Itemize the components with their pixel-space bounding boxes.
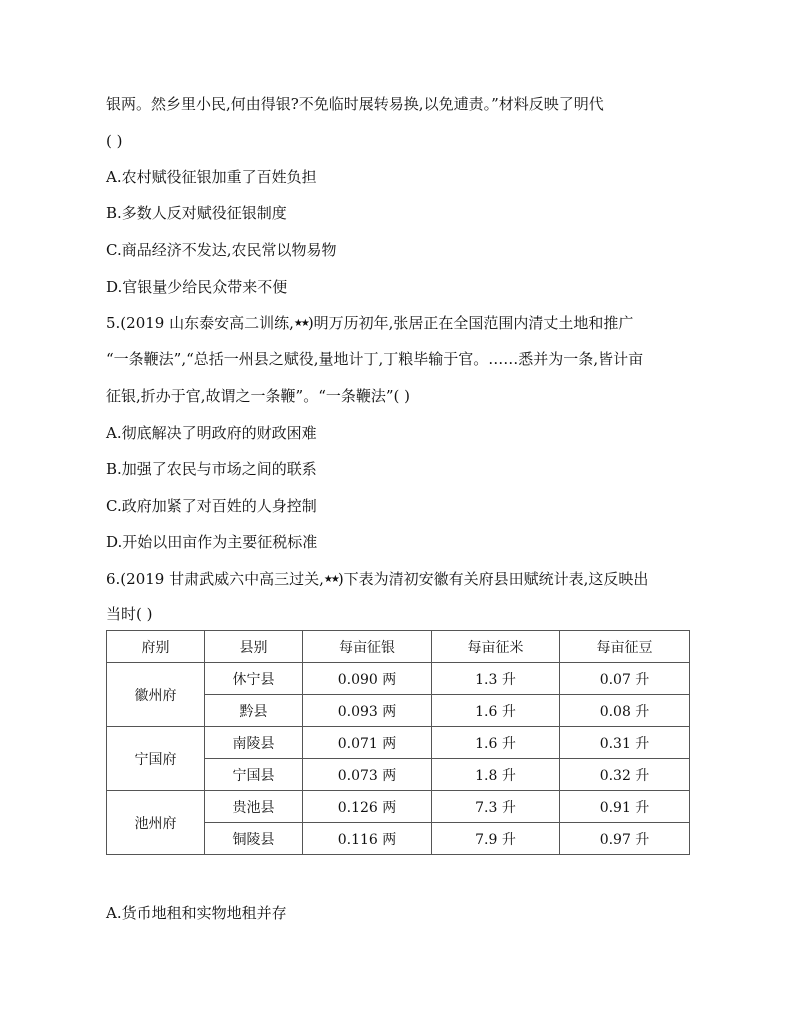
beans-cell: 0.08 升 [560, 695, 690, 727]
table-row [107, 663, 690, 695]
q6-source: 6.(2019 甘肃武威六中高三过关, [106, 570, 324, 588]
q5-stem-line3: 征银,折办于官,故谓之一条鞭”。“一条鞭法”( ) [106, 387, 411, 405]
table-row [107, 791, 690, 823]
q5-option-d: D.开始以田亩作为主要征税标准 [106, 533, 318, 551]
beans-cell: 0.07 升 [560, 663, 690, 695]
q6-stem-text: )下表为清初安徽有关府县田赋统计表,这反映出 [337, 570, 649, 588]
difficulty-stars-icon: ★★ [293, 318, 308, 329]
county-cell: 铜陵县 [205, 823, 303, 855]
county-cell: 休宁县 [205, 663, 303, 695]
beans-cell: 0.97 升 [560, 823, 690, 855]
q4-option-c: C.商品经济不发达,农民常以物易物 [106, 241, 337, 259]
silver-cell: 0.116 两 [303, 823, 432, 855]
q4-stem-tail: 银两。然乡里小民,何由得银?不免临时展转易换,以免逋责。”材料反映了明代 [106, 95, 604, 113]
county-cell: 黔县 [205, 695, 303, 727]
q5-source: 5.(2019 山东泰安高二训练, [106, 314, 294, 332]
silver-cell: 0.126 两 [303, 791, 432, 823]
prefecture-cell: 池州府 [107, 791, 205, 855]
rice-cell: 1.8 升 [432, 759, 560, 791]
header-beans: 每亩征豆 [560, 631, 690, 663]
q5-stem-line1 [106, 313, 633, 334]
beans-cell: 0.91 升 [560, 791, 690, 823]
silver-cell: 0.090 两 [303, 663, 432, 695]
rice-cell: 1.6 升 [432, 695, 560, 727]
beans-cell: 0.32 升 [560, 759, 690, 791]
q5-option-b: B.加强了农民与市场之间的联系 [106, 460, 317, 478]
q6-option-a: A.货币地租和实物地租并存 [106, 904, 287, 922]
table-row [107, 727, 690, 759]
rice-cell: 7.3 升 [432, 791, 560, 823]
header-prefecture: 府别 [107, 631, 205, 663]
q5-option-a: A.彻底解决了明政府的财政困难 [106, 424, 317, 442]
silver-cell: 0.093 两 [303, 695, 432, 727]
prefecture-cell: 徽州府 [107, 663, 205, 727]
q4-option-a: A.农村赋役征银加重了百姓负担 [106, 168, 317, 186]
rice-cell: 7.9 升 [432, 823, 560, 855]
beans-cell: 0.31 升 [560, 727, 690, 759]
q4-option-d: D.官银量少给民众带来不便 [106, 278, 288, 296]
table-header-row [107, 631, 690, 663]
county-cell: 南陵县 [205, 727, 303, 759]
county-cell: 贵池县 [205, 791, 303, 823]
rice-cell: 1.3 升 [432, 663, 560, 695]
q4-answer-blank: ( ) [106, 132, 123, 150]
q5-option-c: C.政府加紧了对百姓的人身控制 [106, 497, 317, 515]
header-county: 县别 [205, 631, 303, 663]
q6-stem-line1 [106, 569, 648, 590]
header-rice: 每亩征米 [432, 631, 560, 663]
silver-cell: 0.073 两 [303, 759, 432, 791]
rice-cell: 1.6 升 [432, 727, 560, 759]
prefecture-cell: 宁国府 [107, 727, 205, 791]
difficulty-stars-icon: ★★ [323, 574, 338, 585]
silver-cell: 0.071 两 [303, 727, 432, 759]
q5-stem-text: )明万历初年,张居正在全国范围内清丈土地和推广 [307, 314, 634, 332]
q4-option-b: B.多数人反对赋役征银制度 [106, 204, 287, 222]
q5-stem-line2: “一条鞭法”,“总括一州县之赋役,量地计丁,丁粮毕输于官。……悉并为一条,皆计亩 [106, 350, 644, 368]
county-cell: 宁国县 [205, 759, 303, 791]
q6-stem-line2: 当时( ) [106, 605, 153, 623]
tax-statistics-table [106, 630, 690, 855]
header-silver: 每亩征银 [303, 631, 432, 663]
